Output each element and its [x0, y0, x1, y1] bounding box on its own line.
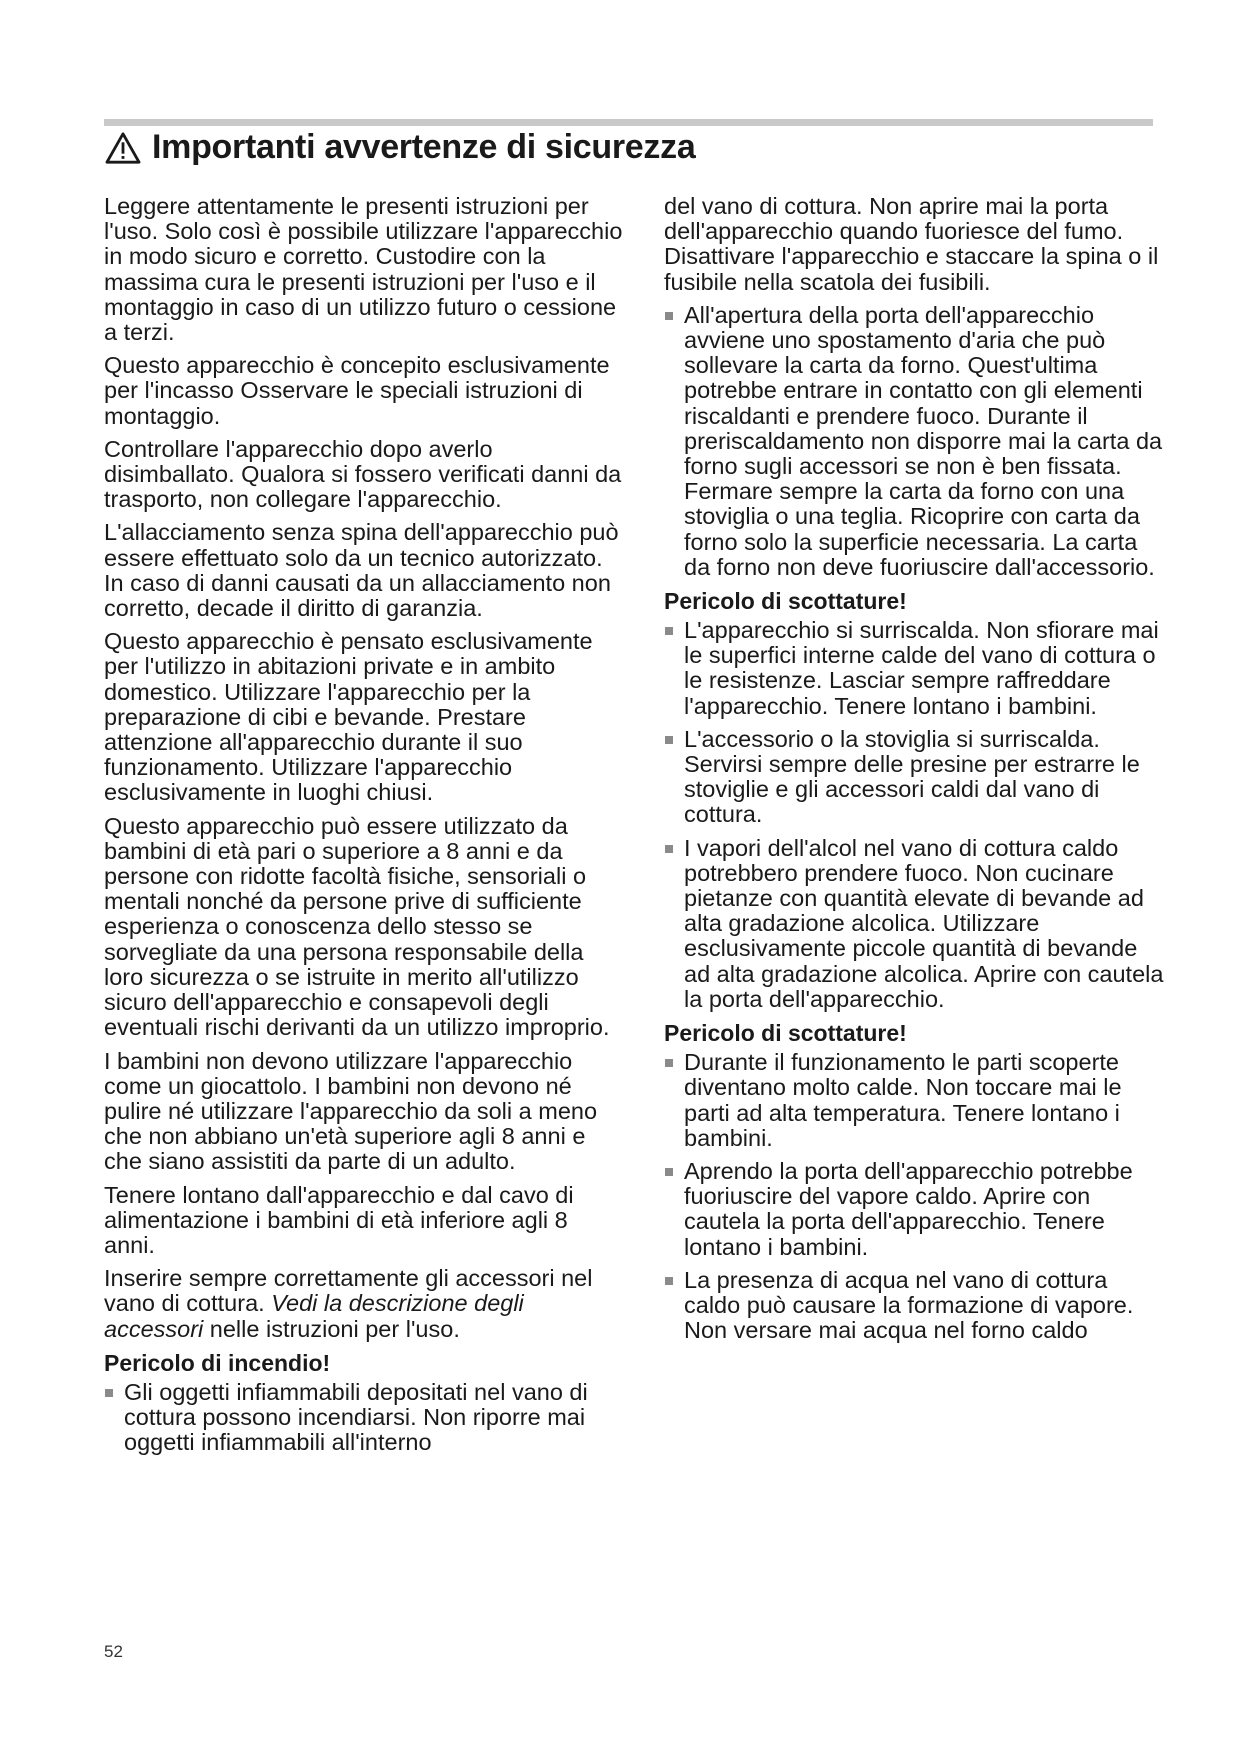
- square-bullet-icon: [105, 1389, 113, 1397]
- list-item: [664, 1050, 1164, 1151]
- burn-danger-heading: Pericolo di scottature!: [664, 1020, 907, 1047]
- list-item: [104, 1380, 624, 1456]
- list-item-text: del vano di cottura. Non aprire mai la porta dell'apparecchio quando fuoriesce del fumo. Disattivare l'apparecchio e staccare la spina o il fusibile nella scatola dei fusibili.: [664, 193, 1159, 295]
- list-item-continued: [664, 194, 1164, 295]
- square-bullet-icon: [665, 736, 673, 744]
- list-item-text: Aprendo la porta dell'apparecchio potrebbe fuoriuscire del vapore caldo. Aprire con cautela la porta dell'apparecchio. Tenere lontano i bambini.: [684, 1157, 1133, 1260]
- list-item: [664, 1159, 1164, 1260]
- burn-danger-heading: Pericolo di scottature!: [664, 588, 907, 615]
- list-item-text: All'apertura della porta dell'apparecchio avviene uno spostamento d'aria che può sollevare la carta da forno. Quest'ultima potrebbe entrare in contatto con gli elementi riscaldanti e prendere fuoco. Durante il preriscaldamento non disporre mai la carta da forno sugli accessori se non è ben fissata. Fermare sempre la carta da forno con una stoviglia o una teglia. Ricoprire con carta da forno solo la superficie necessaria. La carta da forno non deve fuoriuscire dall'accessorio.: [684, 301, 1163, 580]
- square-bullet-icon: [665, 845, 673, 853]
- paragraph: Controllare l'apparecchio dopo averlo disimballato. Qualora si fossero verificati danni da trasporto, non collegare l'apparecchio.: [104, 435, 622, 513]
- list-item-text: L'accessorio o la stoviglia si surriscalda. Servirsi sempre delle presine per estrarre le stoviglie e gli accessori caldi dal vano di cottura.: [684, 725, 1140, 828]
- list-item-text: Gli oggetti infiammabili depositati nel vano di cottura possono incendiarsi. Non riporre mai oggetti infiammabili all'interno: [124, 1378, 588, 1456]
- square-bullet-icon: [665, 627, 673, 635]
- accessories-text: Inserire sempre correttamente gli accessori nel vano di cottura.: [104, 1265, 593, 1317]
- square-bullet-icon: [665, 312, 673, 320]
- accessories-text-end: nelle istruzioni per l'uso.: [203, 1315, 460, 1342]
- burn-danger-list: [664, 1050, 1164, 1343]
- list-item: [664, 836, 1164, 1012]
- list-item: [664, 727, 1164, 828]
- square-bullet-icon: [665, 1059, 673, 1067]
- list-item-text: L'apparecchio si surriscalda. Non sfiorare mai le superfici interne calde del vano di cottura o le resistenze. Lasciar sempre raffreddare l'apparecchio. Tenere lontano i bambini.: [684, 617, 1159, 719]
- paragraph: Leggere attentamente le presenti istruzioni per l'uso. Solo così è possibile utilizzare l'apparecchio in modo sicuro e corretto. Custodire con la massima cura le presenti istruzioni per l'uso e il montaggio in caso di un utilizzo futuro o cessione a terzi.: [104, 193, 623, 346]
- square-bullet-icon: [665, 1168, 673, 1176]
- square-bullet-icon: [665, 1277, 673, 1285]
- warning-triangle-icon: [104, 131, 142, 165]
- paragraph: Questo apparecchio è pensato esclusivamente per l'utilizzo in abitazioni private e in ambito domestico. Utilizzare l'apparecchio per la preparazione di cibi e bevande. Prestare attenzione all'apparecchio durante il suo funzionamento. Utilizzare l'apparecchio esclusivamente in luoghi chiusi.: [104, 628, 593, 806]
- fire-danger-heading: Pericolo di incendio!: [104, 1349, 331, 1376]
- list-item-text: La presenza di acqua nel vano di cottura caldo può causare la formazione di vapore. Non versare mai acqua nel forno caldo: [684, 1266, 1134, 1344]
- right-column: [664, 194, 1164, 1351]
- page-title-text: Importanti avvertenze di sicurezza: [152, 128, 696, 166]
- list-item: [664, 303, 1164, 580]
- list-item: [664, 618, 1164, 719]
- paragraph: L'allacciamento senza spina dell'apparecchio può essere effettuato solo da un tecnico autorizzato. In caso di danni causati da un allacciamento non corretto, decade il diritto di garanzia.: [104, 519, 619, 622]
- list-item: [664, 1268, 1164, 1344]
- burn-danger-list: [664, 618, 1164, 1012]
- paragraph: Tenere lontano dall'apparecchio e dal cavo di alimentazione i bambini di età inferiore agli 8 anni.: [104, 1181, 574, 1258]
- page-title: [104, 128, 695, 167]
- page-number: 52: [104, 1642, 123, 1661]
- left-column: [104, 194, 624, 1463]
- fire-danger-list: [104, 1380, 624, 1456]
- list-item-text: I vapori dell'alcol nel vano di cottura caldo potrebbero prendere fuoco. Non cucinare pietanze con quantità elevate di bevande ad alta gradazione alcolica. Utilizzare esclusivamente piccole quantità di bevande ad alta gradazione alcolica. Aprire con cautela la porta dell'apparecchio.: [684, 834, 1164, 1012]
- paragraph: Questo apparecchio può essere utilizzato da bambini di età pari o superiore a 8 anni e da persone con ridotte facoltà fisiche, sensoriali o mentali nonché da persone prive di sufficiente esperienza o conoscenza dello stesso se sorvegliate da una persona responsabile della loro sicurezza o se istruite in merito all'utilizzo sicuro dell'apparecchio e consapevoli degli eventuali rischi derivanti da un utilizzo improprio.: [104, 812, 610, 1041]
- top-rule: [104, 119, 1153, 126]
- accessories-reference: Vedi la descrizione degli accessori: [104, 1290, 524, 1342]
- list-item-text: Durante il funzionamento le parti scoperte diventano molto calde. Non toccare mai le parti ad alta temperatura. Tenere lontano i bambini.: [684, 1049, 1122, 1151]
- paragraph: I bambini non devono utilizzare l'apparecchio come un giocattolo. I bambini non devono né pulire né utilizzare l'apparecchio da soli a meno che non abbiano un'età superiore agli 8 anni e che siano assistiti da parte di un adulto.: [104, 1047, 598, 1175]
- accessories-paragraph: [104, 1266, 624, 1342]
- fire-danger-list-continued: [664, 194, 1164, 580]
- paragraph: Questo apparecchio è concepito esclusivamente per l'incasso Osservare le speciali istruzioni di montaggio.: [104, 352, 610, 429]
